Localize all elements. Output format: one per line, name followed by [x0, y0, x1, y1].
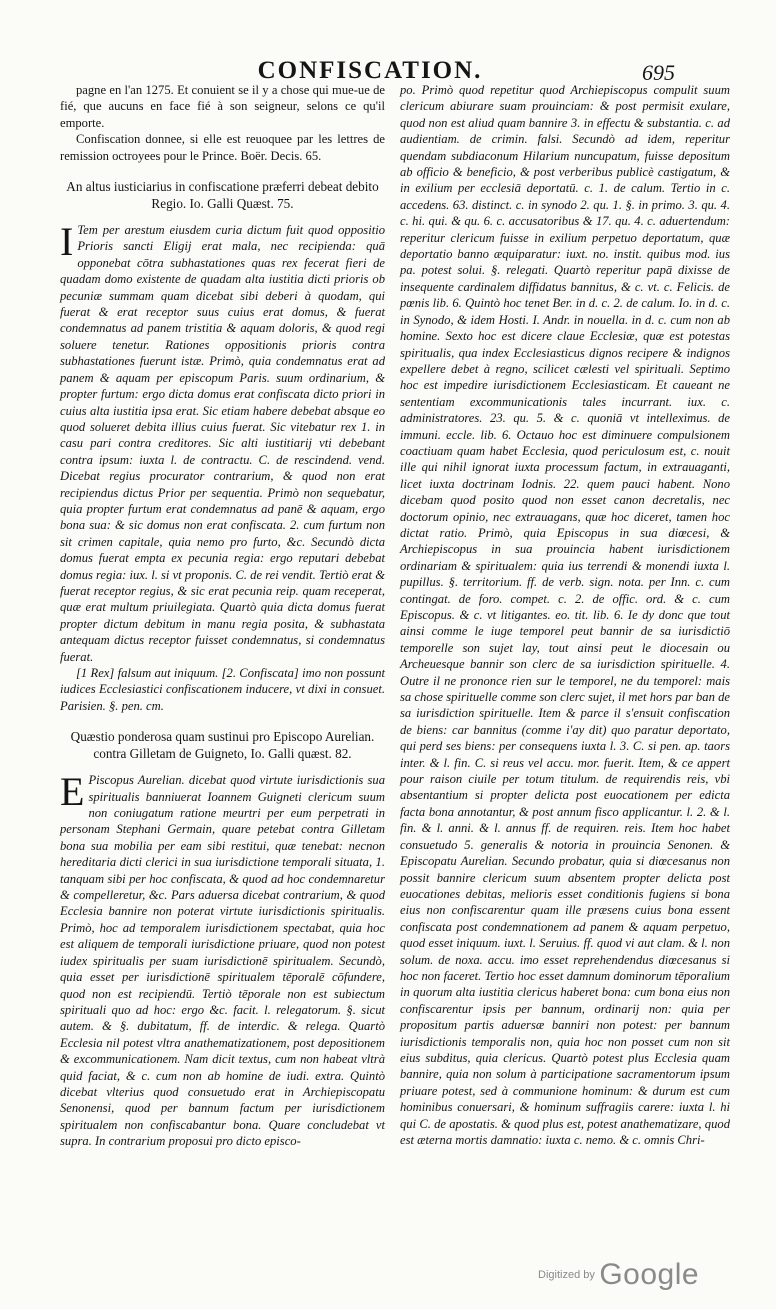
right-column	[400, 82, 730, 1148]
section-heading: An altus iusticiarius in confiscatione præferri debeat debito Regio. Io. Galli Quæst. 75.	[66, 179, 379, 212]
paragraph: EPiscopus Aurelian. dicebat quod virtute iurisdictionis sua spiritualis banniuerat Ioannem Guigneti clericum suum non coniugatum ratione meurtri per eum perpetrati in personam Stephani Germain, quare petebat contra Gilletam bona sua mobilia per eam sibi restitui, quæ tenebat: necnon hereditaria dicti clerici in sua iurisdictione temporali situata, 1. tanquam sibi per hoc confiscata, & quod ad hoc condemnaretur & compelleretur, &c. Pars aduersa dicebat contrarium, & quod Ecclesia bannire non poterat virtute iurisdictionis spiritualis. Primò, hoc ad temporalem iurisdictionem spectabat, quia hoc est aliquem de temporali iurisdictione priuare, quod non potest iudex spiritualis per suam iurisdictionē spiritualem. Secundò, quia esset per iurisdictionē spiritualem tēporalē cōfundere, quod non est recipiendū. Tertiò tēporale non est subiectum spirituali quo ad hoc: ergo &c. facit. l. relegatorum. §. sicut autem. & §. dubitatum, ff. de interdic. & relega. Quartò Ecclesia nil potest vltra anathematizationem, post depositionem & excommunicationem. Nam dicit textus, cum non habeat vltrà quid faciat, & c. cum non ab homine de iudi. extra. Quintò dicebat vlterius quod consuetudo erat in Archiepiscopatu Senonensi, quod per bannum factum per iurisdictionem spiritualem non confiscabantur bona. Quare concludebat vt supra. In contrarium proposui pro dicto episco-	[60, 769, 385, 1149]
page-number: 695	[642, 60, 675, 85]
digitized-label: Digitized by	[538, 1269, 595, 1281]
running-title: CONFISCATION.	[257, 57, 483, 84]
paragraph: Confiscation donnee, si elle est reuoquee par les lettres de remission octroyees pour le Prince. Boër. Decis. 65.	[60, 132, 385, 163]
left-column	[60, 82, 385, 1150]
section-heading: Quæstio ponderosa quam sustinui pro Episcopo Aurelian. contra Gilletam de Guigneto, Io. Galli quæst. 82.	[70, 729, 375, 762]
annotation-note: [1 Rex] falsum aut iniquum. [2. Confiscata] imo non possunt iudices Ecclesiastici confiscationem inducere, vt dixi in consuet. Parisien. §. pen. cm.	[60, 666, 385, 713]
paragraph: ITem per arestum eiusdem curia dictum fuit quod oppositio Prioris sancti Eligij erat mala, nec recipienda: quā opponebat cōtra subhastationes quas rex fecerat fieri de quadam domo existente de quadam alta iustitia dicti prioris ob pecuniæ summam quam dicebat sibi deberi à quodam, qui fuerat & erat receptor suus cuius erat domus, & fuerat condemnatus ad panem tristitia & aquam doloris, & quod regi soluere tenetur. Rationes oppositionis prioris contra subhastationes fuerunt istæ. Primò, quia condemnatus erat ad panem & aquam per episcopum Paris. suum ordinarium, & propter furtum: ergo dicta domus erat confiscata dicto priori in cuius alta iustitia ipsa erat. Sic etiam habere debebat absque eo quod solueret debita illius cuius fuerat. Sic vitebatur rex 1. in casu pari contra creditores. Sic alti iustitiarij vti debebant contra ipsum: iuxta l. de contractu. C. de rescindend. vend. Dicebat regius procurator contrarium, & quod non erat recipiendus dictus Prior per sequentia. Primò non sequebatur, quia propter furtum erat condemnatus ad panē & aquam, ergo bona sua: & sic domus non erat confiscata. 2. cum furtum non sit crimen capitale, quia nemo pro furto, &c. Secundò dicta domus fuerat empta ex pecunia regia: ergo reputari debebat domus regia: iux. l. si vt proponis. C. de rei vendit. Tertiò erat & fuerat receptor regius, & sic erat pecunia reip. quam receperat, quæ erat multum priuilegiata. Quartò quia dicta domus fuerat propter dictum debitum in manu regia posita, & subhastata antequam dictus receptor fuisset condemnatus, si condemnatus fuerat.	[60, 219, 385, 664]
paragraph: po. Primò quod repetitur quod Archiepiscopus compulit suum clericum abiurare suam prouinciam: & post permisit exulare, quod non est aliud quam bannire 3. in effectu & substantia. c. ad audientiam. de crimin. falsi. Secundò ad idem, reperitur quendam subdiaconum Hilarium nuncupatum, fuisse depositum ab officio & beneficio, & post verberibus publicè castigatum, & in exilium per ecclesiā deportatū. c. 1. de calum. Tertio in c. accedens. 63. distinct. c. in synodo 2. qu. 1. §. in primo. 3. qu. 4. c. hi. qui. & qu. 6. c. accusatoribus & 17. qu. 4. c. aduertendum: reperitur clericum fuisse in exilium perpetuo deportatum, quæ deportatio banno æquiparatur: iuxt. no. instit. quibus mod. ius pa. potest solui. §. relegati. Quartò reperitur papā dixisse de insequente cardinalem diffidatus bannitus, & c. vt. c. Felicis. de pœnis lib. 6. Quintò hoc tenet Ber. in d. c. 2. de calum. Io. in d. c. in Synodo, & idem Hosti. I. Andr. in nouella. in d. c. cum non ab homine. Sexto hoc est dicere claue Ecclesiæ, quæ est potestas spiritualis, qua index Ecclesiasticus dignos recipere & indignos expellere debet à regno, scilicet cælesti vel spirituali. Septimo hoc est impedire iurisdictionem Ecclesiasticam. Et caueant ne sententiam excommunicationis tales incurrant. iux. c. administratores. 23. qu. 5. & c. quoniā vt intelleximus. de immuni. eccle. lib. 6. Octauo hoc est diminuere compulsionem coactiuam quam habet Ecclesia, quod periculosum est, c. nouit ille qui nihil ignorat iuxta processum factum, in extrauaganti, licet iuxta doctrinam Iodnis. 22. quem pauci habent. Nono dicebam quod posito quod non esset canon decretalis, nec doctorum opinio, nec extrauagans, quæ hoc diceret, tamen hoc dictat ratio. Primò, quia Episcopus in sua diœcesi, & Archiepiscopus in sua prouincia habent iurisdictionem ordinariam & spiritualem: quia ius terrendi & monendi iuxta l. pupillus. §. territorium. ff. de verb. sign. nota. per Inn. c. cum contingat. de foro. compet. c. 2. de offic. ord. & c. cum Episcopus. & c. vt litigantes. eo. tit. lib. 6. Ie dy donc que tout ainsi comme le iuge temporel peut bannir de sa iurisdictiō temporelle son sujet lay, tout ainsi peut le diocesain ou Archeuesque bannir son clerc de sa iurisdiction spirituelle. 4. Outre il ne prononce rien sur le temporel, ne du temporel: mais sa chose spirituelle comme son clerc sujet, il met hors par ban de sa iurisdiction spirituelle. Item & parce il s'ensuit confiscation de biens: car bannitus (comme i'ay dit) quo paratur deportato, qui perd ses biens: per consequens iuxta l. 3. C. si pen. ap. taors inter. & l. fin. C. si reus vel accu. mor. fuerit. Item, & ce appert pour raison ciuile per totum titulum. de requirendis reis, vbi absentantium si propter delicta post euocationem per edicta facta bona annotantur, & post annum fisco applicantur. l. 2. & l. fin. & l. anni. & l. annus ff. de requiren. reis. Item hoc habet consuetudo 5. generalis & notoria in prouincia Senonen. & Episcopatu Aurelian. Secundo probatur, quia si diœcesanus non possit bannire clericum suum absentem propter delicta post euocationes debitas, melioris esset conditionis fugiens si bona eius non confiscarentur quam ille præsens cuius bona essent confiscata post condemnationem ad panem & aquam perpetuo, quod esset iniquum. iuxt. l. Seruius. ff. quod vi aut clam. & l. non solum. de noxa. accu. imo esset reprehendendus diœcesanus si hoc non faceret. Tertio hoc esset damnum dominorum tēporalium in quorum alta iustitia clericus haberet bona: cum bona eius non confiscarentur ipsis per bannum, ordinarij non: quia per propositum partis aduersæ banniri non potest: per bannum iurisdictionis temporalis non, quia hoc non posset cum non sit eius subditus, quia clericus. Quartò potest plus Ecclesia quam bannire, quia non solum à participatione sacramentorum ipsum priuare potest, sed à communione hominum: & durum est cum hominibus conuersari, & hominum suffragiis carere: iuxta l. hi qui C. de apostatis. & quod plus est, potest anathematizare, quod est æterna mortis damnatio: iuxta c. nemo. & c. omnis Chri-	[400, 83, 730, 1147]
google-logo: Google	[599, 1258, 700, 1291]
digitized-watermark	[538, 1258, 699, 1292]
paragraph: pagne en l'an 1275. Et conuient se il y a chose qui mue-ue de fié, que aucuns en face fié à son seigneur, selons ce qu'il emporte.	[60, 83, 385, 130]
